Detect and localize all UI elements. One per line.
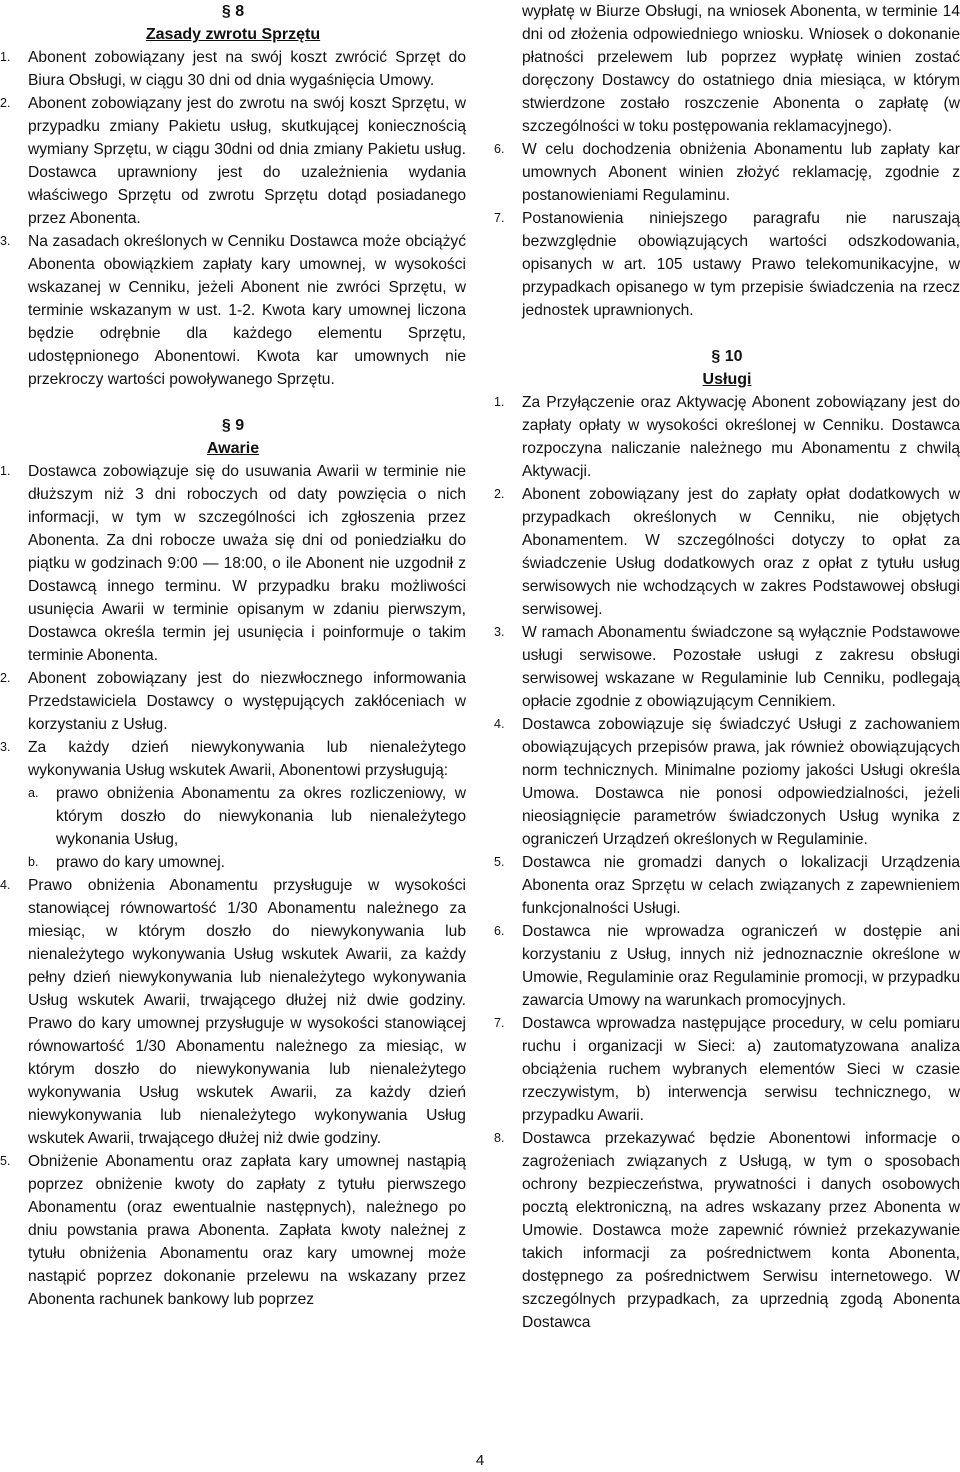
s9-subitem-b-text: prawo do kary umownej. — [56, 854, 226, 871]
s10-item-5-number: 5. — [494, 855, 505, 869]
s9-item-4-number: 4. — [0, 878, 11, 892]
section-8-number: § 8 — [221, 3, 245, 20]
s10-item-3 — [494, 621, 960, 713]
s9-item-5-text: Obniżenie Abonamentu oraz zapłata kary umownej nastąpią poprzez obniżenie kwoty do zapłaty z tytułu pierwszego Abonamentu (oraz ewentualnie następnych), należnego po dniu powstania prawa Abonenta. Zapłata kwoty należnej z tytułu obniżenia Abonamentu oraz kary umownej może nastąpić poprzez dokonanie przelewu na wskazany przez Abonenta rachunek bankowy lub poprzez — [28, 1153, 466, 1308]
s9-item-5-continuation-text: wypłatę w Biurze Obsługi, na wniosek Abonenta, w terminie 14 dni od złożenia odpowiedniego wniosku. Wniosek o dokonanie płatności przelewem lub poprzez wypłatę winien zostać doręczony Dostawcy do ostatniego dnia miesiąca, w którym stwierdzone zostało roszczenie Abonenta o zapłatę (w szczególności w toku postępowania reklamacyjnego). — [522, 3, 960, 135]
s10-item-4-number: 4. — [494, 717, 505, 731]
s8-item-1-number: 1. — [0, 50, 11, 64]
s10-item-4-text: Dostawca zobowiązuje się świadczyć Usługi z zachowaniem obowiązujących przepisów prawa, jak również obowiązujących norm technicznych. Minimalne poziomy jakości Usługi określa Umowa. Dostawca nie ponosi odpowiedzialności, jeżeli nieosiągnięcie parametrów świadczonych Usług wynika z ograniczeń Urządzeń określonych w Regulaminie. — [522, 716, 960, 848]
s9-item-1-text: Dostawca zobowiązuje się do usuwania Awarii w terminie nie dłuższym niż 3 dni roboczych od daty powzięcia o nich informacji, w tym w szczególności ich zgłoszenia przez Abonenta. Za dni robocze uważa się dni od poniedziałku do piątku w godzinach 9:00 — 18:00, o ile Abonent nie uzgodnił z Dostawcą innego terminu. W przypadku braku możliwości usunięcia Awarii w terminie opisanym w zdaniu pierwszym, Dostawca określa termin jej usunięcia i poinformuje o takim terminie Abonenta. — [28, 463, 466, 664]
s9-item-3 — [0, 736, 466, 782]
s8-item-2-text: Abonent zobowiązany jest do zwrotu na swój koszt Sprzętu, w przypadku zmiany Pakietu usług, skutkującej koniecznością wymiany Sprzętu, w ciągu 30dni od dnia zmiany Pakietu usług. Dostawca uprawniony jest do uzależnienia wydania właściwego Sprzętu od zwrotu Sprzętu dotąd posiadanego przez Abonenta. — [28, 95, 466, 227]
s9-item-2 — [0, 667, 466, 736]
s9-item-5 — [0, 1150, 466, 1311]
left-column — [0, 0, 466, 1311]
s9-subitem-b — [0, 851, 466, 874]
section-9-number: § 9 — [221, 417, 245, 434]
s10-item-3-text: W ramach Abonamentu świadczone są wyłącznie Podstawowe usługi serwisowe. Pozostałe usługi z zakresu obsługi serwisowej wskazane w Regulaminie lub Cenniku, podlegają opłacie zgodnie z obowiązującym Cennikiem. — [522, 624, 960, 710]
s10-item-8-number: 8. — [494, 1131, 505, 1145]
s8-item-3-number: 3. — [0, 234, 11, 248]
s10-item-7 — [494, 1012, 960, 1127]
s9-item-3-number: 3. — [0, 740, 11, 754]
s9-item-7-number: 7. — [494, 211, 505, 225]
s10-item-1-number: 1. — [494, 395, 505, 409]
s10-item-6 — [494, 920, 960, 1012]
s10-item-4 — [494, 713, 960, 851]
s10-item-2-number: 2. — [494, 487, 505, 501]
s9-subitem-b-letter: b. — [28, 855, 39, 869]
section-10-number: § 10 — [711, 348, 743, 365]
s9-item-7-text: Postanowienia niniejszego paragrafu nie naruszają bezwzględnie obowiązujących wartości odszkodowania, opisanych w art. 105 ustawy Prawo telekomunikacyjne, w przypadkach opisanego w tym przepisie świadczenia na rzecz jednostek uprawnionych. — [522, 210, 960, 319]
section-9-heading — [0, 414, 466, 460]
s10-item-6-text: Dostawca nie wprowadza ograniczeń w dostępie ani korzystaniu z Usług, innych niż jednoznacznie określone w Umowie, Regulaminie oraz Regulaminie promocji, w przypadku zawarcia Umowy na warunkach promocyjnych. — [522, 923, 960, 1009]
page-number: 4 — [475, 1452, 485, 1469]
section-8-title: Zasady zwrotu Sprzętu — [145, 26, 321, 43]
s10-item-1-text: Za Przyłączenie oraz Aktywację Abonent zobowiązany jest do zapłaty opłaty w wysokości określonej w Cenniku. Dostawca rozpoczyna naliczanie należnego mu Abonamentu z chwilą Aktywacji. — [522, 394, 960, 480]
s10-item-2 — [494, 483, 960, 621]
section-9-title: Awarie — [206, 440, 260, 457]
s9-item-2-text: Abonent zobowiązany jest do niezwłocznego informowania Przedstawiciela Dostawcy o występujących zakłóceniach w korzystaniu z Usług. — [28, 670, 466, 733]
section-10-heading — [494, 345, 960, 391]
s9-item-1-number: 1. — [0, 464, 11, 478]
s8-item-1-text: Abonent zobowiązany jest na swój koszt zwrócić Sprzęt do Biura Obsługi, w ciągu 30 dni od dnia wygaśnięcia Umowy. — [28, 49, 466, 89]
s9-item-2-number: 2. — [0, 671, 11, 685]
s8-item-2-number: 2. — [0, 96, 11, 110]
s8-item-2 — [0, 92, 466, 230]
s9-item-6-number: 6. — [494, 142, 505, 156]
s10-item-8 — [494, 1127, 960, 1334]
s9-item-3-text: Za każdy dzień niewykonywania lub nienależytego wykonywania Usług wskutek Awarii, Abonentowi przysługują: — [28, 739, 466, 779]
s9-item-5-continuation — [494, 0, 960, 138]
s9-item-4-text: Prawo obniżenia Abonamentu przysługuje w wysokości stanowiącej równowartość 1/30 Abonamentu należnego za miesiąc, w którym doszło do niewykonywania lub nienależytego wykonywania Usług wskutek Awarii, za każdy pełny dzień niewykonywania lub nienależytego wykonywania Usług wskutek Awarii, trwającego dłużej niż dwie godziny. Prawo do kary umownej przysługuje w wysokości stanowiącej równowartość 1/30 Abonamentu należnego za miesiąc, w którym doszło do niewykonywania lub nienależytego wykonywania Usług wskutek Awarii, za każdy dzień niewykonywania lub nienależytego wykonywania Usług wskutek Awarii, trwającego dłużej niż dwie godziny. — [28, 877, 466, 1147]
s10-item-2-text: Abonent zobowiązany jest do zapłaty opłat dodatkowych w przypadkach określonych w Cenniku, nie objętych Abonamentem. W szczególności dotyczy to opłat za świadczenie Usług dodatkowych oraz z opłat z tytułu usług serwisowych nie wchodzących w zakres Podstawowej obsługi serwisowej. — [522, 486, 960, 618]
s9-item-6 — [494, 138, 960, 207]
s10-item-8-text: Dostawca przekazywać będzie Abonentowi informacje o zagrożeniach związanych z Usługą, w tym o sposobach ochrony bezpieczeństwa, prywatności i danych osobowych pocztą elektroniczną, na adres wskazany przez Abonenta w Umowie. Dostawca może zapewnić również przekazywanie takich informacji za pośrednictwem konta Abonenta, dostępnego za pośrednictwem Serwisu internetowego. W szczególnych przypadkach, za uprzednią zgodą Abonenta Dostawca — [522, 1130, 960, 1331]
right-column — [494, 0, 960, 1334]
s10-item-5-text: Dostawca nie gromadzi danych o lokalizacji Urządzenia Abonenta oraz Sprzętu w celach związanych z zapewnieniem funkcjonalności Usługi. — [522, 854, 960, 917]
s8-item-3-text: Na zasadach określonych w Cenniku Dostawca może obciążyć Abonenta obowiązkiem zapłaty kary umownej, w wysokości wskazanej w Cenniku, jeżeli Abonent nie zwróci Sprzętu, w terminie wskazanym w ust. 1-2. Kwota kary umownej liczona będzie odrębnie dla każdego elementu Sprzętu, udostępnionego Abonentowi. Kwota kar umownych nie przekroczy wartości powoływanego Sprzętu. — [28, 233, 466, 388]
s9-item-4 — [0, 874, 466, 1150]
s10-item-3-number: 3. — [494, 625, 505, 639]
section-10-title: Usługi — [702, 371, 752, 388]
s10-item-5 — [494, 851, 960, 920]
s9-item-1 — [0, 460, 466, 667]
s9-subitem-a-letter: a. — [28, 786, 39, 800]
s8-item-3 — [0, 230, 466, 391]
section-8-heading — [0, 0, 466, 46]
s9-item-7 — [494, 207, 960, 322]
s9-subitem-a — [0, 782, 466, 851]
s10-item-6-number: 6. — [494, 924, 505, 938]
s10-item-7-number: 7. — [494, 1016, 505, 1030]
s9-item-6-text: W celu dochodzenia obniżenia Abonamentu lub zapłaty kar umownych Abonent winien złożyć reklamację, zgodnie z postanowieniami Regulaminu. — [522, 141, 960, 204]
s9-subitem-a-text: prawo obniżenia Abonamentu za okres rozliczeniowy, w którym doszło do niewykonania lub nienależytego wykonania Usług, — [56, 785, 466, 848]
s10-item-7-text: Dostawca wprowadza następujące procedury, w celu pomiaru ruchu i organizacji w Sieci: a) zautomatyzowana analiza obciążenia ruchem wybranych elementów Sieci w czasie rzeczywistym, b) interwencja serwisu technicznego, w przypadku Awarii. — [522, 1015, 960, 1124]
s9-item-5-number: 5. — [0, 1154, 11, 1168]
s10-item-1 — [494, 391, 960, 483]
s8-item-1 — [0, 46, 466, 92]
